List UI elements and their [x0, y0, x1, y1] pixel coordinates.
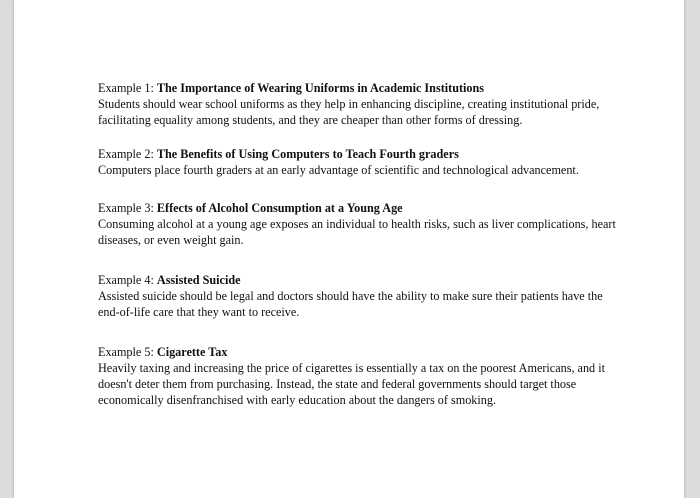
example-4	[98, 272, 618, 320]
example-heading	[98, 200, 618, 216]
example-body: Consuming alcohol at a young age exposes an individual to health risks, such as liver complications, heart diseases, or even weight gain.	[98, 217, 616, 247]
example-heading	[98, 146, 618, 162]
example-body: Computers place fourth graders at an early advantage of scientific and technological advancement.	[98, 163, 579, 177]
example-heading	[98, 344, 618, 360]
example-2	[98, 146, 618, 178]
example-body: Students should wear school uniforms as they help in enhancing discipline, creating institutional pride, facilitating equality among students, and they are cheaper than other forms of dressing.	[98, 97, 600, 127]
example-1	[98, 80, 618, 128]
example-title: The Benefits of Using Computers to Teach Fourth graders	[156, 147, 459, 161]
example-prefix: Example 5:	[98, 345, 157, 359]
example-5	[98, 344, 618, 408]
document-page	[14, 0, 684, 498]
example-heading	[98, 272, 618, 288]
example-title: The Importance of Wearing Uniforms in Academic Institutions	[156, 81, 485, 95]
example-3	[98, 200, 618, 248]
example-prefix: Example 2:	[98, 147, 157, 161]
example-title: Cigarette Tax	[156, 345, 228, 359]
example-prefix: Example 1:	[98, 81, 157, 95]
example-prefix: Example 3:	[98, 201, 157, 215]
example-body: Heavily taxing and increasing the price of cigarettes is essentially a tax on the poorest Americans, and it doesn't deter them from purchasing. Instead, the state and federal governments should target those economically disenfranchised with early education about the dangers of smoking.	[98, 361, 605, 407]
document-content	[98, 80, 618, 408]
example-body: Assisted suicide should be legal and doctors should have the ability to make sure their patients have the end-of-life care that they want to receive.	[98, 289, 603, 319]
example-title: Assisted Suicide	[156, 273, 241, 287]
example-title: Effects of Alcohol Consumption at a Young Age	[156, 201, 403, 215]
example-prefix: Example 4:	[98, 273, 157, 287]
example-heading	[98, 80, 618, 96]
